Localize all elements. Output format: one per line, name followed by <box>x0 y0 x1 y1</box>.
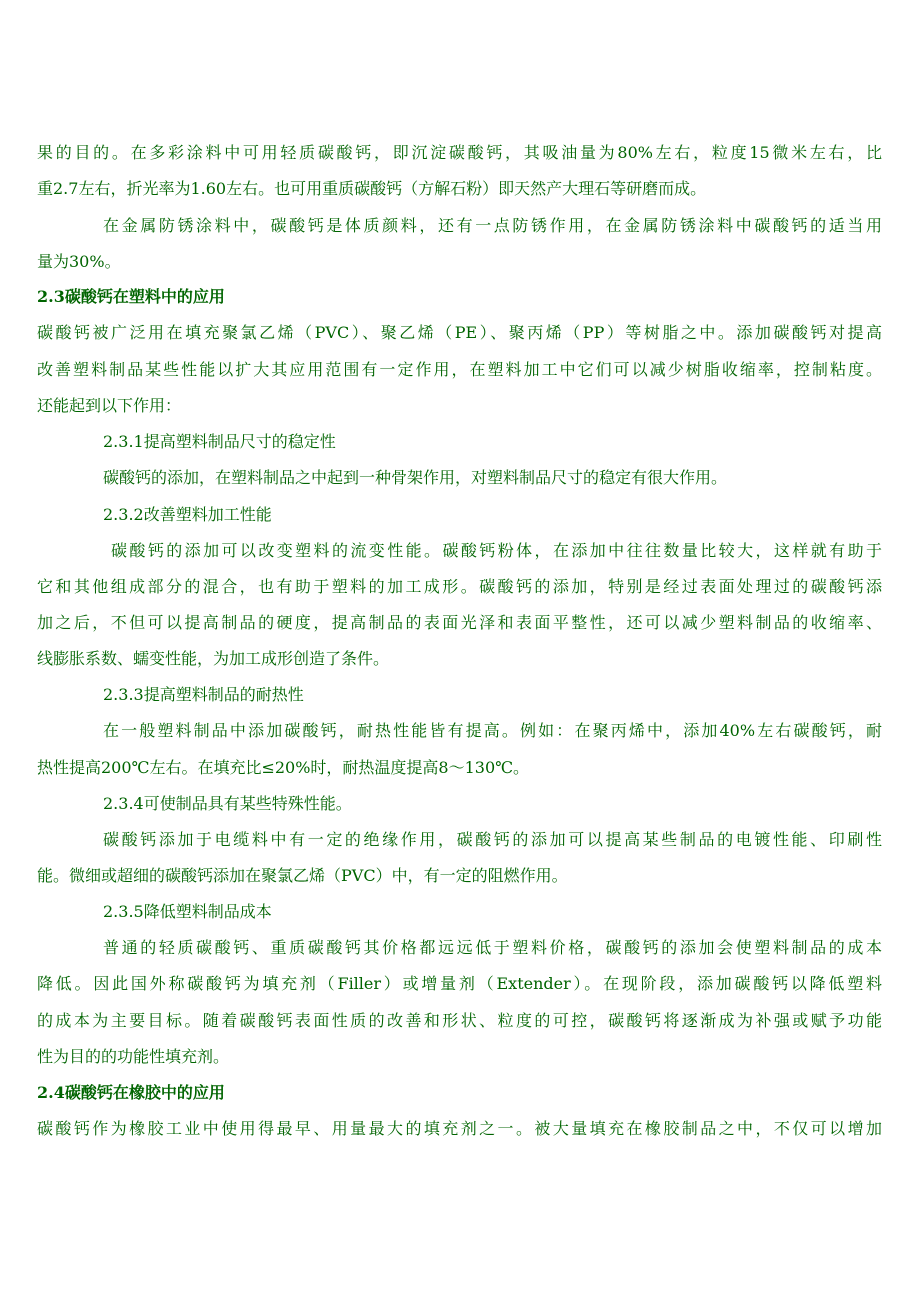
paragraph-line: 降低。因此国外称碳酸钙为填充剂（Filler）或增量剂（Extender）。在现阶段，添加碳酸钙以降低塑料 <box>37 974 882 993</box>
subsection-heading-2-3-4: 2.3.4可使制品具有某些特殊性能。 <box>103 794 352 813</box>
paragraph-line: 加之后，不但可以提高制品的硬度，提高制品的表面光泽和表面平整性，还可以减少塑料制品的收缩率、 <box>37 613 882 632</box>
subsection-heading-2-3-1: 2.3.1提高塑料制品尺寸的稳定性 <box>103 432 336 451</box>
paragraph-line: 在金属防锈涂料中，碳酸钙是体质颜料，还有一点防锈作用，在金属防锈涂料中碳酸钙的适当用 <box>103 216 882 235</box>
paragraph-line: 能。微细或超细的碳酸钙添加在聚氯乙烯（PVC）中，有一定的阻燃作用。 <box>37 866 568 885</box>
paragraph-line: 改善塑料制品某些性能以扩大其应用范围有一定作用，在塑料加工中它们可以减少树脂收缩率，控制粘度。 <box>37 360 882 379</box>
subsection-heading-2-3-2: 2.3.2改善塑料加工性能 <box>103 505 272 524</box>
subsection-heading-2-3-3: 2.3.3提高塑料制品的耐热性 <box>103 685 304 704</box>
paragraph-line: 重2.7左右，折光率为1.60左右。也可用重质碳酸钙（方解石粉）即天然产大理石等研磨而成。 <box>37 179 707 198</box>
paragraph-line: 量为30%。 <box>37 252 121 271</box>
paragraph-line: 碳酸钙的添加可以改变塑料的流变性能。碳酸钙粉体，在添加中往往数量比较大，这样就有助于 <box>111 541 882 560</box>
paragraph-line: 果的目的。在多彩涂料中可用轻质碳酸钙，即沉淀碳酸钙，其吸油量为80%左右，粒度15微米左右，比 <box>37 143 882 162</box>
paragraph-line: 热性提高200℃左右。在填充比≤20%时，耐热温度提高8～130℃。 <box>37 758 530 777</box>
paragraph-line: 在一般塑料制品中添加碳酸钙，耐热性能皆有提高。例如：在聚丙烯中，添加40%左右碳酸钙，耐 <box>103 721 882 740</box>
section-heading-2-3: 2.3碳酸钙在塑料中的应用 <box>37 287 225 306</box>
paragraph-line: 它和其他组成部分的混合，也有助于塑料的加工成形。碳酸钙的添加，特别是经过表面处理过的碳酸钙添 <box>37 577 882 596</box>
paragraph-line: 性为目的的功能性填充剂。 <box>37 1047 230 1066</box>
section-heading-2-4: 2.4碳酸钙在橡胶中的应用 <box>37 1083 225 1102</box>
paragraph-line: 碳酸钙的添加，在塑料制品之中起到一种骨架作用，对塑料制品尺寸的稳定有很大作用。 <box>103 468 728 487</box>
paragraph-line: 碳酸钙作为橡胶工业中使用得最早、用量最大的填充剂之一。被大量填充在橡胶制品之中，不仅可以增加 <box>37 1119 882 1138</box>
subsection-heading-2-3-5: 2.3.5降低塑料制品成本 <box>103 902 272 921</box>
paragraph-line: 线膨胀系数、蠕变性能，为加工成形创造了条件。 <box>37 649 390 668</box>
paragraph-line: 碳酸钙添加于电缆料中有一定的绝缘作用，碳酸钙的添加可以提高某些制品的电镀性能、印刷性 <box>103 830 882 849</box>
paragraph-line: 还能起到以下作用： <box>37 396 182 415</box>
paragraph-line: 的成本为主要目标。随着碳酸钙表面性质的改善和形状、粒度的可控，碳酸钙将逐渐成为补强或赋予功能 <box>37 1011 882 1030</box>
paragraph-line: 碳酸钙被广泛用在填充聚氯乙烯（PVC）、聚乙烯（PE）、聚丙烯（PP）等树脂之中。添加碳酸钙对提高 <box>37 323 882 342</box>
paragraph-line: 普通的轻质碳酸钙、重质碳酸钙其价格都远远低于塑料价格，碳酸钙的添加会使塑料制品的成本 <box>103 938 882 957</box>
